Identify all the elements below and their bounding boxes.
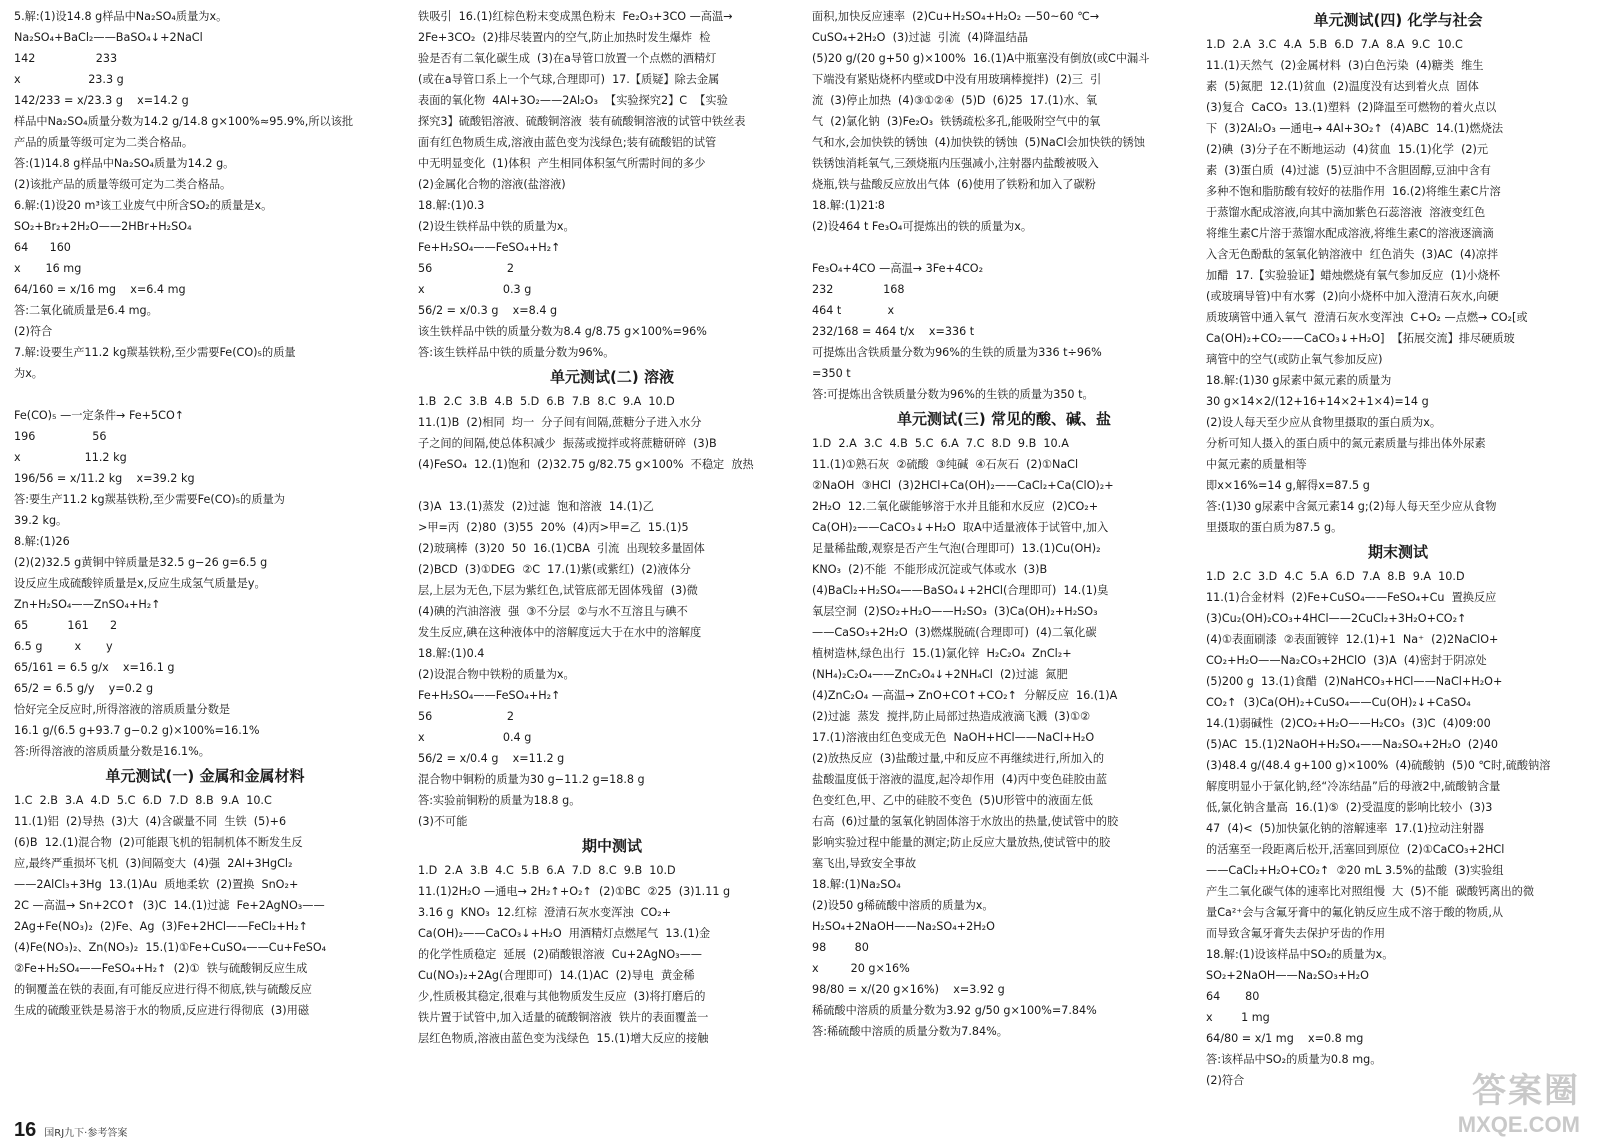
answer-line: 足量稀盐酸,观察是否产生气泡(合理即可) 13.(1)Cu(OH)₂ [812, 542, 1101, 555]
answer-line: 30 g×14×2/(12+16+14×2+1×4)=14 g [1206, 395, 1429, 408]
answer-line: 11.(1)2H₂O —通电→ 2H₂↑+O₂↑ (2)①BC ②25 (3)1.11 g [418, 885, 731, 898]
answer-line: 答:(1)30 g尿素中含氮元素14 g;(2)每人每天至少应从食物 [1206, 500, 1497, 513]
answer-line: (或玻璃导管)中有水雾 (2)向小烧杯中加入澄清石灰水,向硬 [1206, 290, 1499, 303]
answer-line: 设反应生成硫酸锌质量是x,反应生成氢气质量是y。 [14, 577, 266, 590]
answer-line: 多种不饱和脂肪酸有较好的祛脂作用 16.(2)将维生素C片溶 [1206, 185, 1501, 198]
answer-line: 低,氯化钠含量高 16.(1)⑤ (2)受温度的影响比较小 (3)3 [1206, 801, 1493, 814]
answer-line: H₂SO₄+2NaOH——Na₂SO₄+2H₂O [812, 920, 995, 933]
answer-line: 11.(1)合金材料 (2)Fe+CuSO₄——FeSO₄+Cu 置换反应 [1206, 591, 1497, 604]
answer-line: (4)ZnC₂O₄ —高温→ ZnO+CO↑+CO₂↑ 分解反应 16.(1)A [812, 689, 1118, 702]
answer-line: 氧层空洞 (2)SO₂+H₂O——H₂SO₃ (3)Ca(OH)₂+H₂SO₃ [812, 605, 1098, 618]
answer-line: 气和水,会加快铁的锈蚀 (4)加快铁的锈蚀 (5)NaCl会加快铁的锈蚀 [812, 136, 1145, 149]
answer-line: (2)金属化合物的溶液(盐溶液) [418, 178, 566, 191]
answer-line: 18.解:(1)30 g尿素中氮元素的质量为 [1206, 374, 1392, 387]
section-heading: 单元测试(二) 溶液 [550, 368, 674, 386]
answer-line: (2)该批产品的质量等级可定为二类合格品。 [14, 178, 232, 191]
answer-line: (3)不可能 [418, 815, 468, 828]
answer-line: 11.(1)铝 (2)导热 (3)大 (4)含碳量不同 生铁 (5)+6 [14, 815, 287, 828]
answer-line: 11.(1)B (2)相同 均一 分子间有间隔,蔗糖分子进入水分 [418, 416, 702, 429]
answer-line: 答:稀硫酸中溶质的质量分数为7.84%。 [812, 1025, 1008, 1038]
answer-line: (2)放热反应 (3)盐酸过量,中和反应不再继续进行,所加入的 [812, 752, 1105, 765]
answer-line: 答:实验前铜粉的质量为18.8 g。 [418, 794, 581, 807]
answer-line: 2H₂O 12.二氧化碳能够溶于水并且能和水反应 (2)CO₂+ [812, 500, 1099, 513]
answer-line: 56 2 [418, 262, 515, 275]
answer-line: 18.解:(1)0.4 [418, 647, 485, 660]
answer-line: 右高 (6)过量的氢氧化钠固体溶于水放出的热量,使试管中的胶 [812, 815, 1119, 828]
answer-line: 2Ag+Fe(NO₃)₂ (2)Fe、Ag (3)Fe+2HCl——FeCl₂+H₂↑ [14, 920, 309, 933]
answer-line: 子之间的间隔,使总体积减少 振荡或搅拌或将蔗糖研碎 (3)B [418, 437, 717, 450]
answer-line: 464 t x [812, 304, 895, 317]
answer-line: (NH₄)₂C₂O₄——ZnC₂O₄↓+2NH₄Cl (2)过滤 氮肥 [812, 668, 1068, 681]
answer-line: 质玻璃管中通入氧气 澄清石灰水变浑浊 C+O₂ —点燃→ CO₂[或 [1206, 311, 1528, 324]
answer-line: 素 (3)蛋白质 (4)过滤 (5)豆油中不含胆固醇,豆油中含有 [1206, 164, 1491, 177]
answer-line: (2)(2)32.5 g黄铜中锌质量是32.5 g−26 g=6.5 g [14, 556, 268, 569]
answer-line: 面有红色物质生成,溶液由蓝色变为浅绿色;装有硫酸铝的试管 [418, 136, 717, 149]
answer-line: 8.解:(1)26 [14, 535, 70, 548]
answer-line: 将维生素C片溶于蒸馏水配成溶液,将维生素C的溶液逐滴滴 [1206, 227, 1494, 240]
answer-line: x 1 mg [1206, 1011, 1270, 1024]
answer-line: x 0.4 g [418, 731, 532, 744]
answer-line: 142 233 [14, 52, 118, 65]
answer-line: (2)碘 (3)分子在不断地运动 (4)贫血 15.(1)化学 (2)元 [1206, 143, 1489, 156]
answer-line: 铁片置于试管中,加入适量的硫酸铜溶液 铁片的表面覆盖一 [418, 1011, 709, 1024]
answer-line: 表面的氧化物 4Al+3O₂——2Al₂O₃ 【实验探究2】C 【实验 [418, 94, 728, 107]
answer-line: 发生反应,碘在这种液体中的溶解度远大于在水中的溶解度 [418, 626, 702, 639]
answer-line: 3.16 g KNO₃ 12.红棕 澄清石灰水变浑浊 CO₂+ [418, 906, 672, 919]
answer-line [14, 384, 396, 405]
answer-line: 142/233 = x/23.3 g x=14.2 g [14, 94, 189, 107]
watermark [1458, 1063, 1580, 1138]
answer-line: (6)B 12.(1)混合物 (2)可能跟飞机的铝制机体不断发生反 [14, 836, 303, 849]
answer-line: 于蒸馏水配成溶液,向其中滴加紫色石蕊溶液 溶液变红色 [1206, 206, 1486, 219]
section-heading: 单元测试(四) 化学与社会 [1313, 11, 1483, 29]
answer-line: 色变红色,甲、乙中的硅胶不变色 (5)U形管中的液面左低 [812, 794, 1093, 807]
answer-line: CuSO₄+2H₂O (3)过滤 引流 (4)降温结晶 [812, 31, 1029, 44]
answer-line: 98/80 = x/(20 g×16%) x=3.92 g [812, 983, 1005, 996]
answer-line: Cu(NO₃)₂+2Ag(合理即可) 14.(1)AC (2)导电 黄金稀 [418, 969, 695, 982]
answer-line: Ca(OH)₂——CaCO₃↓+H₂O 用酒精灯点燃尾气 13.(1)金 [418, 927, 711, 940]
answer-line: (4)Fe(NO₃)₂、Zn(NO₃)₂ 15.(1)①Fe+CuSO₄——Cu+FeSO₄ [14, 941, 327, 954]
answer-line: 植树造林,绿色出行 15.(1)氯化锌 H₂C₂O₄ ZnCl₂+ [812, 647, 1072, 660]
answer-line: 64 160 [14, 241, 71, 254]
answer-line: SO₂+Br₂+2H₂O——2HBr+H₂SO₄ [14, 220, 192, 233]
answer-line: 盐酸温度低于溶液的温度,起冷却作用 (4)丙中变色硅胶由蓝 [812, 773, 1108, 786]
answer-line: (5)20 g/(20 g+50 g)×100% 16.(1)A中瓶塞没有倒放(或C中漏斗 [812, 52, 1150, 65]
answer-line: 解度明显小于氯化钠,经“冷冻结晶”后的母液2中,硫酸钠含量 [1206, 780, 1501, 793]
watermark-url: MXQE.COM [1457, 1112, 1580, 1137]
answer-line: (3)48.4 g/(48.4 g+100 g)×100% (4)硫酸钠 (5)0 ℃时,硫酸钠溶 [1206, 759, 1551, 772]
answer-line: ——2AlCl₃+3Hg 13.(1)Au 质地柔软 (2)置换 SnO₂+ [14, 878, 299, 891]
answer-line: 稀硫酸中溶质的质量分数为3.92 g/50 g×100%=7.84% [812, 1004, 1097, 1017]
answer-line: 下端没有紧贴烧杯内壁或D中没有用玻璃棒搅拌) (2)三 引 [812, 73, 1102, 86]
answer-line: Fe(CO)₅ —一定条件→ Fe+5CO↑ [14, 409, 185, 422]
section-heading: 期末测试 [1367, 543, 1428, 561]
answer-line: 1.D 2.A 3.B 4.C 5.B 6.A 7.D 8.C 9.B 10.D [418, 864, 676, 877]
answer-line: 为x。 [14, 367, 43, 380]
answer-line: 下 (3)2Al₂O₃ —通电→ 4Al+3O₂↑ (4)ABC 14.(1)燃烧法 [1206, 122, 1504, 135]
answer-line: (4)碘的汽油溶液 强 ③不分层 ②与水不互溶且与碘不 [418, 605, 688, 618]
answer-line: (4)①表面刷漆 ②表面镀锌 12.(1)+1 Na⁺ (2)2NaClO+ [1206, 633, 1499, 646]
answer-line: (2)过滤 蒸发 搅拌,防止局部过热造成液滴飞溅 (3)①② [812, 710, 1091, 723]
answer-line: SO₂+2NaOH——Na₂SO₃+H₂O [1206, 969, 1369, 982]
answer-line: 18.解:(1)Na₂SO₄ [812, 878, 901, 891]
answer-line: 5.解:(1)设14.8 g样品中Na₂SO₄质量为x。 [14, 10, 228, 23]
answer-line: 答:二氧化硫质量是6.4 mg。 [14, 304, 158, 317]
answer-line: CO₂+H₂O——Na₂CO₃+2HClO (3)A (4)密封于阴凉处 [1206, 654, 1487, 667]
answer-line: 1.D 2.A 3.C 4.B 5.C 6.A 7.C 8.D 9.B 10.A [812, 437, 1069, 450]
answer-line: 196 56 [14, 430, 107, 443]
page-number: 16 [14, 1119, 37, 1141]
answer-line: Fe+H₂SO₄——FeSO₄+H₂↑ [418, 689, 561, 702]
watermark-logo: 答案圈 [1472, 1072, 1580, 1110]
section-heading: 期中测试 [581, 837, 642, 855]
answer-line: Ca(OH)₂——CaCO₃↓+H₂O 取A中适量液体于试管中,加入 [812, 521, 1109, 534]
answer-line: Fe₃O₄+4CO —高温→ 3Fe+4CO₂ [812, 262, 984, 275]
answer-line: 14.(1)弱碱性 (2)CO₂+H₂O——H₂CO₃ (3)C (4)09:00 [1206, 717, 1491, 730]
answer-line: 而导致含氟牙膏失去保护牙齿的作用 [1206, 927, 1386, 940]
answer-line: 生成的硫酸亚铁是易溶于水的物质,反应进行得彻底 (3)用磁 [14, 1004, 310, 1017]
answer-line: (2)符合 [1206, 1074, 1245, 1087]
answer-line: (3)复合 CaCO₃ 13.(1)塑料 (2)降温至可燃物的着火点以 [1206, 101, 1497, 114]
answer-line: 56 2 [418, 710, 515, 723]
answer-line: (3)Cu₂(OH)₂CO₃+4HCl——2CuCl₂+3H₂O+CO₂↑ [1206, 612, 1467, 625]
answer-line: 65/2 = 6.5 g/y y=0.2 g [14, 682, 154, 695]
answer-line: 混合物中铜粉的质量为30 g−11.2 g=18.8 g [418, 773, 645, 786]
column-3 [812, 6, 1196, 1116]
answer-line: 样品中Na₂SO₄质量分数为14.2 g/14.8 g×100%≈95.9%,所以该批 [14, 115, 354, 128]
answer-line: 答:该生铁样品中铁的质量分数为96%。 [418, 346, 615, 359]
answer-line: 应,最终严重损坏飞机 (3)间隔变大 (4)强 2Al+3HgCl₂ [14, 857, 293, 870]
answer-line: (2)设50 g稀硫酸中溶质的质量为x。 [812, 899, 994, 912]
answer-line: 里摄取的蛋白质为87.5 g。 [1206, 521, 1343, 534]
answer-line: 2C —高温→ Sn+2CO↑ (3)C 14.(1)过滤 Fe+2AgNO₃—— [14, 899, 325, 912]
answer-line: ②Fe+H₂SO₄——FeSO₄+H₂↑ (2)① 铁与硫酸铜反应生成 [14, 962, 308, 975]
answer-line: 196/56 = x/11.2 kg x=39.2 kg [14, 472, 195, 485]
answer-line: 1.D 2.C 3.D 4.C 5.A 6.D 7.A 8.B 9.A 10.D [1206, 570, 1465, 583]
answer-line: 11.(1)天然气 (2)金属材料 (3)白色污染 (4)糖类 维生 [1206, 59, 1484, 72]
answer-line: 2Fe+3CO₂ (2)排尽装置内的空气,防止加热时发生爆炸 检 [418, 31, 711, 44]
answer-line: 璃管中的空气(或防止氧气参加反应) [1206, 353, 1383, 366]
answer-line: CO₂↑ (3)Ca(OH)₂+CuSO₄——Cu(OH)₂↓+CaSO₄ [1206, 696, 1471, 709]
answer-line: (或在a导管口系上一个气球,合理即可) 17.【质疑】除去金属 [418, 73, 720, 86]
answer-line: 量Ca²⁺会与含氟牙膏中的氟化钠反应生成不溶于酸的物质,从 [1206, 906, 1504, 919]
answer-line: (2)设464 t Fe₃O₄可提炼出的铁的质量为x。 [812, 220, 1033, 233]
footer-label: 国RJ九下·参考答案 [44, 1128, 128, 1139]
answer-line: 18.解:(1)设该样品中SO₂的质量为x。 [1206, 948, 1394, 961]
answer-line: 18.解:(1)21∶8 [812, 199, 885, 212]
answer-line: 16.1 g/(6.5 g+93.7 g−0.2 g)×100%=16.1% [14, 724, 260, 737]
answer-line: (2)玻璃棒 (3)20 50 16.(1)CBA 引流 出现较多量固体 [418, 542, 705, 555]
answer-line: 验是否有二氧化碳生成 (3)在a导管口放置一个点燃的酒精灯 [418, 52, 717, 65]
answer-line: 答:(1)14.8 g样品中Na₂SO₄质量为14.2 g。 [14, 157, 235, 170]
answer-line: 17.(1)溶液由红色变成无色 NaOH+HCl——NaCl+H₂O [812, 731, 1095, 744]
answer-line: 答:要生产11.2 kg羰基铁粉,至少需要Fe(CO)₅的质量为 [14, 493, 285, 506]
answer-line: 恰好完全反应时,所得溶液的溶质质量分数是 [14, 703, 231, 716]
answer-line: Zn+H₂SO₄——ZnSO₄+H₂↑ [14, 598, 161, 611]
answer-line: =350 t [812, 367, 851, 380]
answer-line: (2)设混合物中铁粉的质量为x。 [418, 668, 575, 681]
answer-line: 65 161 2 [14, 619, 118, 632]
answer-line: 影响实验过程中能量的测定;防止反应大量放热,使试管中的胶 [812, 836, 1111, 849]
answer-line: 素 (5)氮肥 12.(1)贫血 (2)温度没有达到着火点 固体 [1206, 80, 1479, 93]
answer-line: >甲=丙 (2)80 (3)55 20% (4)丙>甲=乙 15.(1)5 [418, 521, 689, 534]
answer-line: 加醋 17.【实验验证】蜡烛燃烧有氧气参加反应 (1)小烧杯 [1206, 269, 1500, 282]
answer-line: (3)A 13.(1)蒸发 (2)过滤 饱和溶液 14.(1)乙 [418, 500, 654, 513]
answer-line: 分析可知人摄入的蛋白质中的氮元素质量与排出体外尿素 [1206, 437, 1486, 450]
answer-line: 18.解:(1)0.3 [418, 199, 485, 212]
answer-line: x 11.2 kg [14, 451, 127, 464]
answer-line: 64 80 [1206, 990, 1260, 1003]
section-heading: 单元测试(三) 常见的酸、碱、盐 [897, 410, 1111, 428]
answer-line: 的铜覆盖在铁的表面,有可能反应进行得不彻底,铁与硫酸反应 [14, 983, 312, 996]
answer-line: 中氮元素的质量相等 [1206, 458, 1307, 471]
answer-line: 流 (3)停止加热 (4)③①②④ (5)D (6)25 17.(1)水、氧 [812, 94, 1098, 107]
answer-line: x 20 g×16% [812, 962, 910, 975]
answer-line: Na₂SO₄+BaCl₂——BaSO₄↓+2NaCl [14, 31, 203, 44]
answer-line: 1.C 2.B 3.A 4.D 5.C 6.D 7.D 8.B 9.A 10.C [14, 794, 272, 807]
answer-line: 64/80 = x/1 mg x=0.8 mg [1206, 1032, 1364, 1045]
column-2 [418, 6, 806, 1116]
answer-line: 铁锈蚀消耗氧气,三颈烧瓶内压强减小,注射器内盐酸被吸入 [812, 157, 1099, 170]
answer-line: (5)AC 15.(1)2NaOH+H₂SO₄——Na₂SO₄+2H₂O (2)40 [1206, 738, 1498, 751]
answer-line: 56/2 = x/0.3 g x=8.4 g [418, 304, 558, 317]
answer-line: 该生铁样品中铁的质量分数为8.4 g/8.75 g×100%=96% [418, 325, 707, 338]
answer-line: 产生二氧化碳气体的速率比对照组慢 大 (5)不能 碳酸钙离出的微 [1206, 885, 1535, 898]
answer-line [812, 237, 1196, 258]
answer-line: (2)设生铁样品中铁的质量为x。 [418, 220, 575, 233]
answer-line: 入含无色酚酞的氢氧化钠溶液中 红色消失 (3)AC (4)凉拌 [1206, 248, 1499, 261]
answer-line: 答:该样品中SO₂的质量为0.8 mg。 [1206, 1053, 1382, 1066]
answer-line: 1.D 2.A 3.C 4.A 5.B 6.D 7.A 8.A 9.C 10.C [1206, 38, 1463, 51]
answer-line: 7.解:设要生产11.2 kg羰基铁粉,至少需要Fe(CO)₅的质量 [14, 346, 296, 359]
column-1 [14, 6, 396, 1116]
answer-line: (5)200 g 13.(1)食醋 (2)NaHCO₃+HCl——NaCl+H₂O+ [1206, 675, 1503, 688]
answer-line: 的化学性质稳定 延展 (2)硝酸银溶液 Cu+2AgNO₃—— [418, 948, 702, 961]
answer-line: Ca(OH)₂+CO₂——CaCO₃↓+H₂O] 【拓展交流】排尽硬质玻 [1206, 332, 1515, 345]
answer-line: 层,上层为无色,下层为紫红色,试管底部无固体残留 (3)微 [418, 584, 698, 597]
answer-line: 11.(1)①熟石灰 ②硫酸 ③纯碱 ④石灰石 (2)①NaCl [812, 458, 1079, 471]
answer-line: 6.5 g x y [14, 640, 113, 653]
answer-line: 64/160 = x/16 mg x=6.4 mg [14, 283, 186, 296]
answer-line: 探究3】硫酸铝溶液、硫酸铜溶液 装有硫酸铜溶液的试管中铁丝表 [418, 115, 746, 128]
answer-line: 39.2 kg。 [14, 514, 68, 527]
answer-line: x 23.3 g [14, 73, 124, 86]
answer-line: ——CaSO₃+2H₂O (3)燃煤脱硫(合理即可) (4)二氧化碳 [812, 626, 1097, 639]
answer-line: 232/168 = 464 t/x x=336 t [812, 325, 975, 338]
answer-line [418, 475, 806, 496]
answer-line: 的活塞至一段距离后松开,活塞回到原位 (2)①CaCO₃+2HCl [1206, 843, 1505, 856]
answer-line: (4)BaCl₂+H₂SO₄——BaSO₄↓+2HCl(合理即可) 14.(1)臭 [812, 584, 1109, 597]
answer-line: 答:所得溶液的溶质质量分数是16.1%。 [14, 745, 210, 758]
answer-line: 中无明显变化 (1)体积 产生相同体积氢气所需时间的多少 [418, 157, 706, 170]
answer-line: 塞飞出,导致安全事故 [812, 857, 917, 870]
answer-line: (2)符合 [14, 325, 53, 338]
answer-line: 可提炼出含铁质量分数为96%的生铁的质量为336 t÷96% [812, 346, 1102, 359]
answer-line: 1.B 2.C 3.B 4.B 5.D 6.B 7.B 8.C 9.A 10.D [418, 395, 675, 408]
answer-line: (2)设人每天至少应从食物里摄取的蛋白质为x。 [1206, 416, 1442, 429]
answer-line: 面积,加快反应速率 (2)Cu+H₂SO₄+H₂O₂ —50~60 ℃→ [812, 10, 1100, 23]
answer-line: 47 (4)< (5)加快氯化钠的溶解速率 17.(1)拉动注射器 [1206, 822, 1485, 835]
answer-line: (2)BCD (3)①DEG ②C 17.(1)紫(或紫红) (2)液体分 [418, 563, 691, 576]
answer-line: 气 (2)氯化钠 (3)Fe₂O₃ 铁锈疏松多孔,能吸附空气中的氧 [812, 115, 1101, 128]
answer-line: ——CaCl₂+H₂O+CO₂↑ ②20 mL 3.5%的盐酸 (3)实验组 [1206, 864, 1504, 877]
answer-line: ②NaOH ③HCl (3)2HCl+Ca(OH)₂——CaCl₂+Ca(ClO)₂+ [812, 479, 1114, 492]
column-4 [1206, 6, 1590, 1116]
section-heading: 单元测试(一) 金属和金属材料 [105, 767, 305, 785]
answer-line: KNO₃ (2)不能 不能形成沉淀或气体或水 (3)B [812, 563, 1048, 576]
answer-line: 烧瓶,铁与盐酸反应放出气体 (6)使用了铁粉和加入了碳粉 [812, 178, 1096, 191]
answer-line: 铁吸引 16.(1)红棕色粉末变成黑色粉末 Fe₂O₃+3CO —高温→ [418, 10, 733, 23]
answer-line: 答:可提炼出含铁质量分数为96%的生铁的质量为350 t。 [812, 388, 1094, 401]
answer-line: 即x×16%=14 g,解得x=87.5 g [1206, 479, 1370, 492]
answer-line: 65/161 = 6.5 g/x x=16.1 g [14, 661, 175, 674]
answer-line: (4)FeSO₄ 12.(1)饱和 (2)32.75 g/82.75 g×100% 不稳定 放热 [418, 458, 754, 471]
answer-line: 少,性质极其稳定,很难与其他物质发生反应 (3)将打磨后的 [418, 990, 706, 1003]
answer-line: x 16 mg [14, 262, 82, 275]
answer-line: 6.解:(1)设20 m³该工业废气中所含SO₂的质量是x。 [14, 199, 273, 212]
answer-line: x 0.3 g [418, 283, 532, 296]
answer-line: Fe+H₂SO₄——FeSO₄+H₂↑ [418, 241, 561, 254]
answer-line: 56/2 = x/0.4 g x=11.2 g [418, 752, 565, 765]
answer-line: 层红色物质,溶液由蓝色变为浅绿色 15.(1)增大反应的接触 [418, 1032, 709, 1045]
answer-line: 98 80 [812, 941, 869, 954]
answer-line: 232 168 [812, 283, 905, 296]
page-footer [14, 1119, 127, 1142]
answer-line: 产品的质量等级可定为二类合格品。 [14, 136, 194, 149]
